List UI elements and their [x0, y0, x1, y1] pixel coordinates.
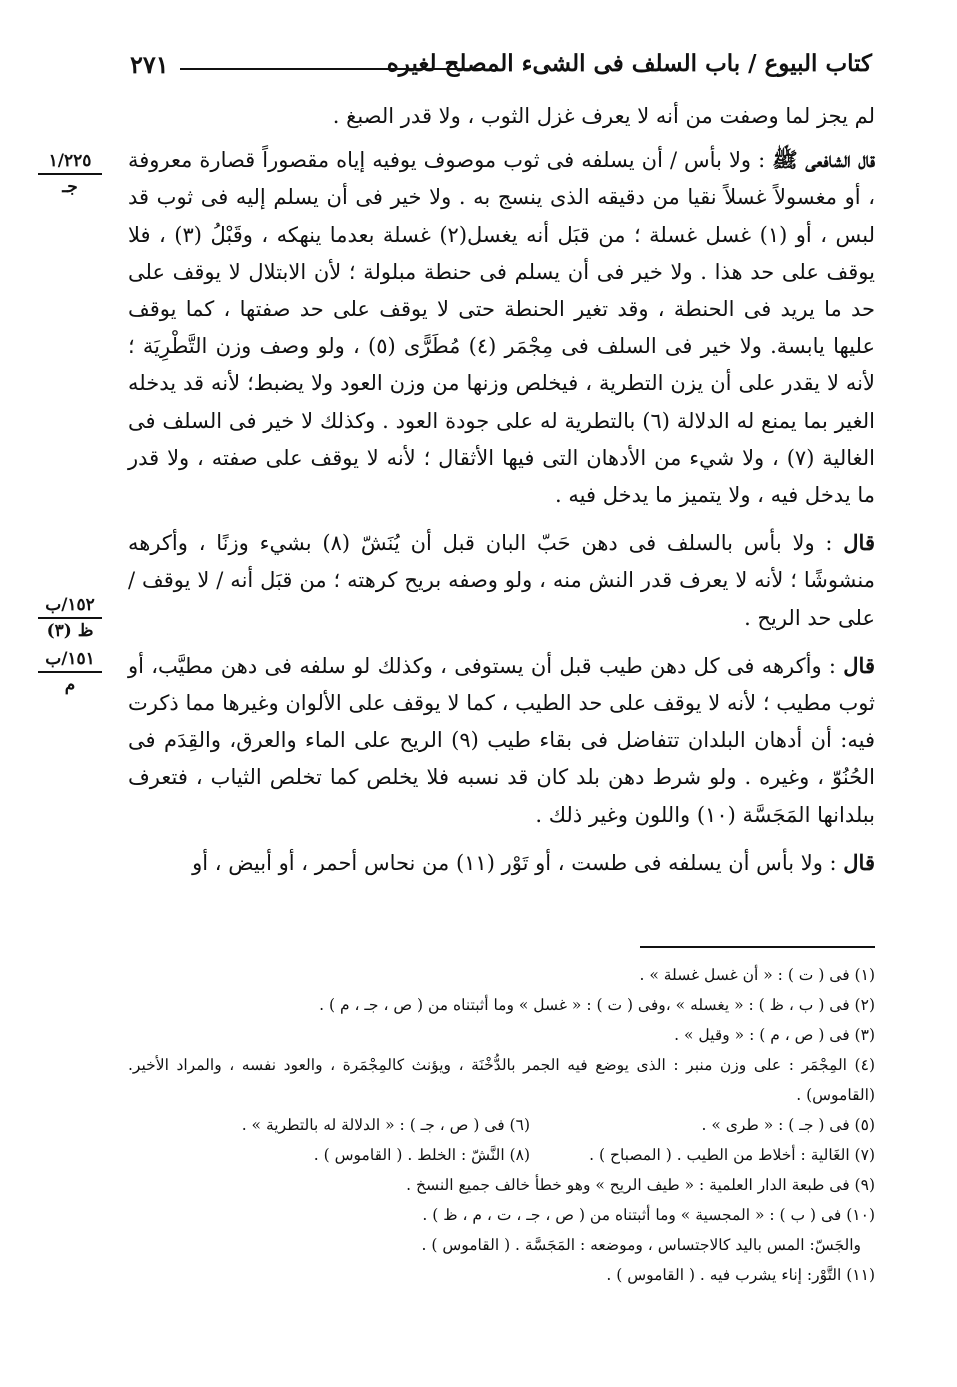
margin-note-ref: ١/٢٢٥	[48, 151, 92, 171]
footnote-row	[128, 1110, 875, 1140]
footnote: (١) فى ( ت ) : « أن غسل غسلة » .	[639, 966, 875, 984]
footnote: (٩) فى طبعة الدار العلمية : « طيف الريح » وهو خطأ خالف جميع النسخ .	[406, 1176, 875, 1194]
margin-note-rule	[38, 173, 102, 175]
page-header	[130, 50, 872, 84]
footnotes	[128, 960, 875, 1290]
paragraph	[128, 98, 875, 135]
margin-note-rule	[38, 671, 102, 673]
paragraph	[128, 647, 875, 834]
paragraph-text: : ولا بأس بالسلف فى دهن حَبّ البان قبل أن يُنَشّ (٨) بشيء وزنًا ، وأكرهه منشوشًا ؛ لأنه لا يعرف قدر النش منه ، ولو وصفه بريح كرهته ؛ من قبَل أنه / لا يوقف / على حد الريح .	[128, 531, 875, 630]
footnote: (٨) النَّشّ : الخلط . ( القاموس ) .	[313, 1146, 530, 1164]
main-text	[128, 98, 875, 882]
paragraph-text: لم يجز لما وصفت من أنه لا يعرف غزل الثوب ، ولا قدر الصبغ .	[332, 104, 875, 128]
margin-note-ref: ١٥٢/ب	[45, 595, 95, 615]
paragraph	[128, 141, 875, 514]
page-number: ٢٧١	[130, 50, 169, 79]
margin-note-ms: ظ (٣)	[46, 621, 94, 641]
margin-note-3	[34, 648, 106, 696]
margin-note-ms: جـ	[62, 177, 78, 197]
speaker-label: قال	[843, 530, 875, 556]
speaker-label: قال	[843, 849, 875, 875]
footnote: (٣) فى ( ص ، م ) : « وقيل » .	[674, 1026, 875, 1044]
speaker-label: قال	[843, 652, 875, 678]
footnote: (٤) المِجْمَر : على وزن منبر : الذى يوضع فيه الجمر بالدُّخْنَة ، ويؤنث كالمِجْمَرة ، والعود نفسه ، والمراد الأخير. (القاموس) .	[128, 1056, 875, 1104]
paragraph-text: : وأكرهه فى كل دهن طيب قبل أن يستوفى ، وكذلك لو سلفه فى دهن مطيَّب، أو ثوب مطيب ؛ لأنه لا يوقف على حد الطيب ، كما لا يوقف على الألوان وغيرها مما ذكرت فيه: أن أدهان البلدان تتفاضل فى بقاء طيب (٩) الريح على الماء والعرق، والقِدَم فى الحُنُوّ ، وغيره . ولو شرط دهن بلد كان قد نسبه فلا يخلص كما تخلص الثياب ، فتعرف ببلدانها المَجَسَّة (١٠) واللون وغير ذلك .	[128, 653, 876, 827]
paragraph	[128, 844, 875, 882]
paragraph-text: : ولا بأس / أن يسلفه فى ثوب موصوف يوفيه إياه مقصوراً قصارة معروفة ، أو مغسولاً غسلاً نقيا من دقيقه الذى ينسج به . ولا خير فى أن يسلم إليه فى ثوب قد لبس ، أو (١) غسل غسلة ؛ من قبَل أنه يغسل(٢) غسلة بعدما ينهكه ، وقَبْلُ (٣) ، فلا يوقف على حد هذا . ولا خير فى أن يسلم فى حنطة مبلولة ؛ لأن الابتلال لا يوقف على حد ما يريد فى الحنطة ، وقد تغير الحنطة حتى لا يوقف على حد صفتها ، كما يوقف عليها يابسة. ولا خير فى السلف فى مِجْمَر (٤) مُطَرًّى (٥) ، ولو وصف وزن التَّطْرِيَة ؛ لأنه لا يقدر على أن يزن التطرية ، فيخلص وزنها من وزن العود ولا يضبط؛ لأنه قد يدخله الغير بما يمنع له الدلالة (٦) بالتطرية له على جودة العود . وكذلك لا خير فى السلف فى الغالية (٧) ، ولا شيء من الأدهان التى فيها الأثقال ؛ لأنه لا يوقف على صفته ، ولا قدر ما يدخل فيه ، ولا يتميز ما يدخل فيه .	[128, 148, 876, 508]
footnote: (١١) التَّوْر: إناء يشرب فيه . ( القاموس ) .	[606, 1266, 875, 1284]
footnote-row	[128, 1140, 875, 1170]
footnote: (٥) فى ( جـ ) : « طرى » .	[701, 1116, 875, 1134]
margin-note-ref: ١٥١/ب	[45, 649, 95, 669]
margin-note-ms: م	[64, 675, 76, 695]
speaker-label: قال الشافعى ﷺ	[772, 147, 875, 173]
margin-note-rule	[38, 617, 102, 619]
header-rule	[180, 68, 482, 70]
margin-note-1	[34, 150, 106, 198]
footnote: (١٠) فى ( ب ) : « المجسية » وما أثبتناه من ( ص ، جـ ، ت ، م ، ظ ) .	[422, 1206, 875, 1224]
footnote: والجَسّ: المس باليد كالاجتساس ، وموضعه : المَجَسَّة . ( القاموس ) .	[421, 1236, 861, 1254]
footnote: (٦) فى ( ص ، جـ ) : « الدلالة له بالتطرية » .	[241, 1116, 530, 1134]
paragraph	[128, 524, 875, 637]
margin-note-2	[34, 594, 106, 642]
paragraph-text: : ولا بأس أن يسلفه فى طست ، أو تَوْر (١١) من نحاس أحمر ، أو أبيض ، أو	[192, 850, 837, 875]
footnote: (٢) فى ( ب ، ظ ) : « يغسله » ،وفى ( ت ) : « غسل » وما أثبتناه من ( ص ، جـ ، م ) .	[319, 996, 875, 1014]
footnote-separator	[640, 946, 875, 948]
running-title: كتاب البيوع / باب السلف فى الشىء المصلح لغيره	[386, 50, 872, 77]
footnote: (٧) الغَالية : أخلاط من الطيب . ( المصباح ) .	[589, 1146, 875, 1164]
